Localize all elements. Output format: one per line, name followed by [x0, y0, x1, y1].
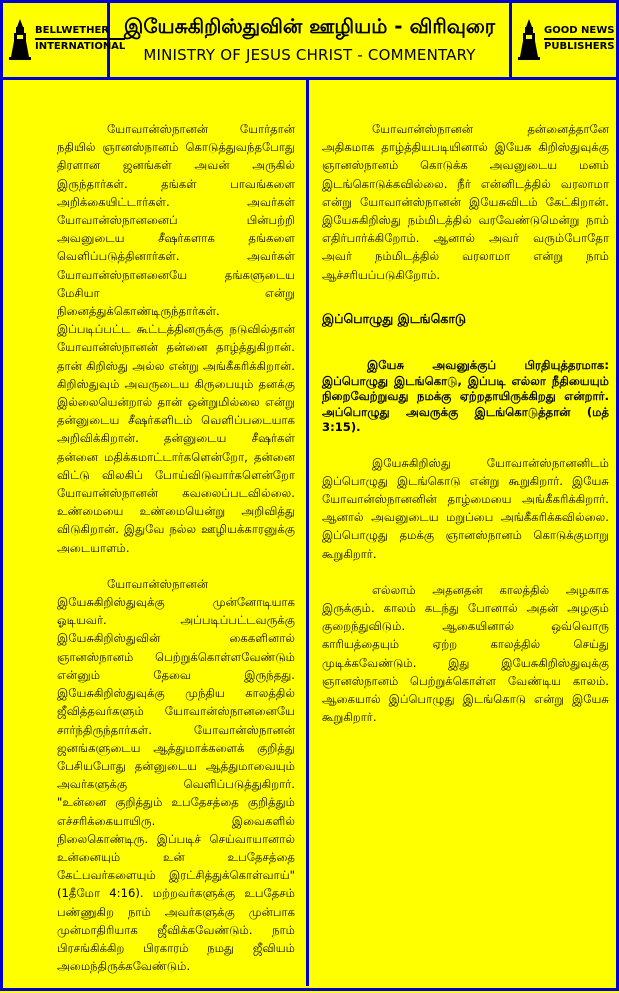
paragraph: யோவான்ஸ்நானன் தன்னைத்தானே அதிகமாக தாழ்த்தியபடியினால் இயேசு கிறிஸ்துவுக்கு ஞானஸ்நானம் கொடுக்க அவனுடைய மனம் இடங்கொடுக்கவில்லை. நீர் என்னிடத்தில் வரலாமா என்று யோவான்ஸ்நானன் இயேசுவிடம் கேட்கிறான். இயேசுகிறிஸ்து நம்மிடத்தில் வரவேண்டுமென்று நாம் எதிர்பார்க்கிறோம். ஆனால் அவர் வரும்போதோ அவர் நம்மிடத்தில் வரலாமா என்று நாம் ஆச்சரியப்படுகிறோம்.: [322, 122, 609, 282]
paragraph: இயேசுகிறிஸ்து யோவான்ஸ்நானனிடம் இப்பொழுது இடங்கொடு என்று கூறுகிறார். இயேசு யோவான்ஸ்நானனின் தாழ்மையை அங்கீகரிக்கிறார். ஆனால் அவனுடைய மறுப்பை அங்கீகரிக்கவில்லை. இப்பொழுது தமக்கு ஞானஸ்நானம் கொடுக்குமாறு கூறுகிறார்.: [322, 455, 609, 561]
bell-tower-icon: [516, 17, 542, 61]
title-area: [110, 3, 509, 77]
good-news-publishers-logo: [509, 3, 616, 77]
logo-name-line1: BELLWETHER: [35, 24, 125, 40]
logo-name-line2: PUBLISHERS: [544, 41, 615, 52]
right-column: [322, 120, 609, 744]
logo-name-line2: INTERNATIONAL: [35, 41, 126, 52]
scripture-quote: இயேசு அவனுக்குப் பிரதியுத்தரமாக: இப்பொழுது இடங்கொடு, இப்படி எல்லா நீதியையும் நிறைவேற்றுவது நமக்கு ஏற்றதாயிருக்கிறது என்றார். அப்பொழுது அவருக்கு இடங்கொடுத்தான் (மத் 3:15).: [322, 358, 609, 435]
paragraph: யோவான்ஸ்நானன் யோர்தான் நதியில் ஞானஸ்நானம் கொடுத்துவந்தபோது திரளான ஜனங்கள் அவன் அருகில் இருந்தார்கள். தங்கள் பாவங்களை அறிக்கையிட்டார்கள். அவர்கள் யோவான்ஸ்நானனைப் பின்பற்றி அவனுடைய சீஷர்களாக தங்களை வெளிப்படுத்தினார்கள். அவர்கள் யோவான்ஸ்நானனையே தங்களுடைய மேசியா என்று நினைத்துக்கொண்டிருந்தார்கள். இப்படிப்பட்ட கூட்டத்தினருக்கு நடுவில்தான் யோவான்ஸ்நானன் தன்னை தாழ்த்துகிறான். தான் கிறிஸ்து அல்ல என்று அங்கீகரிக்கிறான். கிறிஸ்துவும் அவருடைய கிருபையும் தனக்கு இல்லையென்றால் தான் ஒன்றுமில்லை என்று தன்னுடைய சீஷர்களிடம் வெளிப்படையாக அறிவிக்கிறான். தன்னுடைய சீஷர்கள் தன்னை மதிக்கமாட்டார்களென்றோ, தன்னை விட்டு விலகிப் போய்விடுவார்களென்றோ யோவான்ஸ்நானன் கவலைப்படவில்லை. உண்மையை உண்மையென்று அறிவித்து விடுகிறான். இதுவே நல்ல ஊழியக்காரனுக்கு அடையாளம்.: [57, 122, 295, 555]
paragraph: யோவான்ஸ்நானன் இயேசுகிறிஸ்துவுக்கு முன்னோடியாக ஓடியவர். அப்படிப்பட்டவருக்கு இயேசுகிறிஸ்துவின் கைகளினால் ஞானஸ்நானம் பெற்றுக்கொள்ளவேண்டும் என்னும் தேவை இருந்தது. இயேசுகிறிஸ்துவுக்கு முந்திய காலத்தில் ஜீவித்தவர்களும் யோவான்ஸ்நானனையே சார்ந்திருந்தார்கள். யோவான்ஸ்நானன் ஜனங்களுடைய ஆத்துமாக்களைக் குறித்து பேசியபோது தன்னுடைய ஆத்துமாவையும் அவர்களுக்கு வெளிப்படுத்துகிறார். "உன்னை குறித்தும் உபதேசத்தை குறித்தும் எச்சரிக்கையாயிரு. இவைகளில் நிலைகொண்டிரு. இப்படிச் செய்வாயானால் உன்னையும் உன் உபதேசத்தை கேட்பவர்களையும் இரட்சித்துக்கொள்வாய்" (1தீமோ 4:16). மற்றவர்களுக்கு உபதேசம் பண்ணுகிற நாம் அவர்களுக்கு முன்பாக முன்மாதிரியாக ஜீவிக்கவேண்டும். நாம் பிரசங்கிக்கிற பிரகாரம் நமது ஜீவியம் அமைந்திருக்கவேண்டும்.: [57, 576, 295, 974]
column-divider: [306, 80, 309, 986]
left-column: [57, 120, 295, 993]
page-title-english: MINISTRY OF JESUS CHRIST - COMMENTARY: [143, 46, 476, 64]
bellwether-logo: [3, 3, 126, 77]
paragraph: எல்லாம் அதனதன் காலத்தில் அழகாக இருக்கும். காலம் கடந்து போனால் அதன் அழகும் குறைந்துவிடும். ஆகையினால் ஒவ்வொரு காரியத்தையும் ஏற்ற காலத்தில் செய்து முடிக்கவேண்டும். இது இயேசுகிறிஸ்துவுக்கு ஞானஸ்நானம் பெற்றுக்கொள்ள வேண்டிய காலம். ஆகையால் இப்பொழுது இடங்கொடு என்று இயேசு கூறுகிறார்.: [322, 582, 609, 725]
logo-name-line1: GOOD NEWS: [544, 24, 614, 40]
header: [3, 3, 616, 80]
bell-tower-icon: [7, 17, 33, 61]
section-heading: இப்பொழுது இடங்கொடு: [322, 310, 467, 326]
page-title-tamil: இயேசுகிறிஸ்துவின் ஊழியம் - விரிவுரை: [123, 14, 496, 38]
